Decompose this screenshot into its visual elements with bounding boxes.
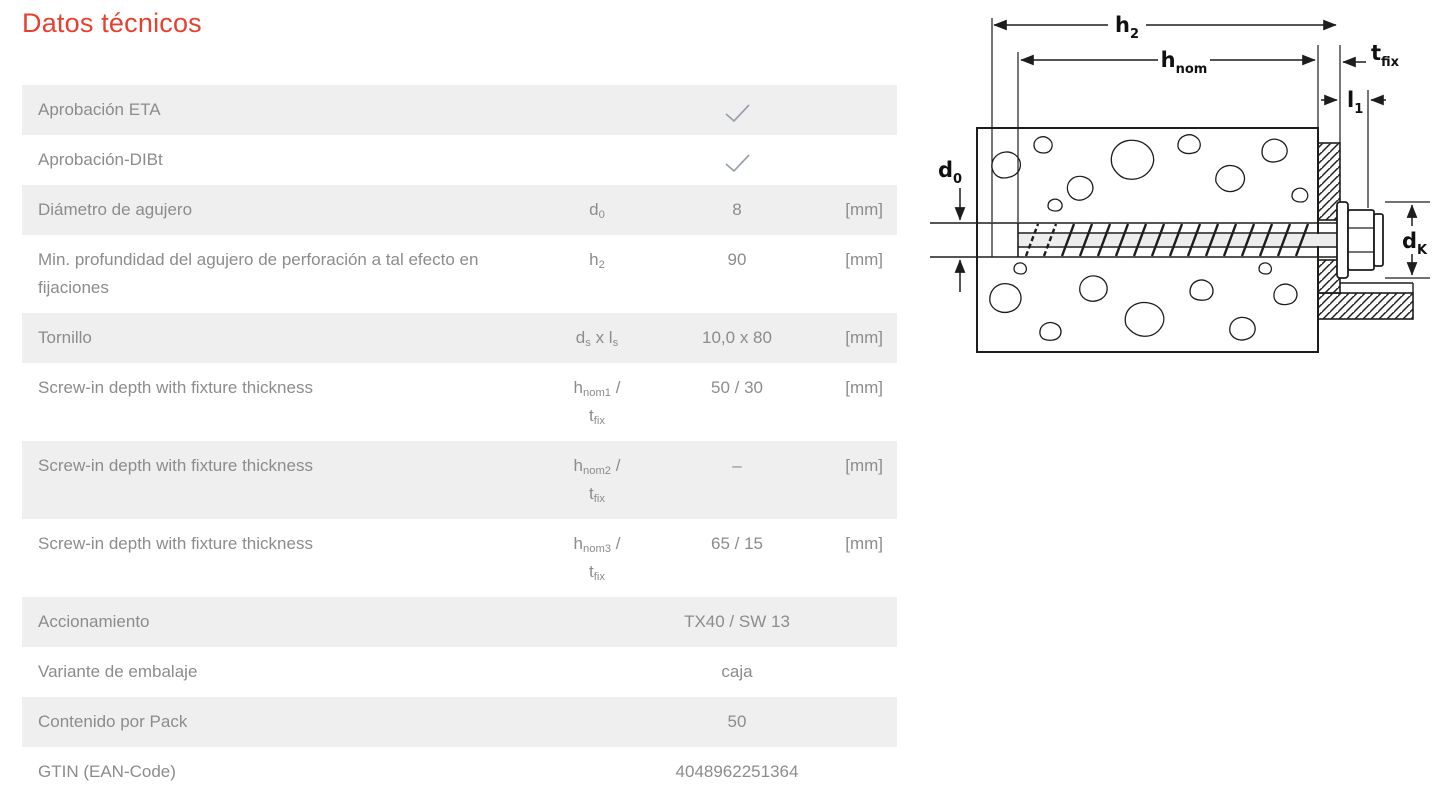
dim-label-tfix: $t_{fix}$ bbox=[1371, 41, 1400, 70]
row-symbol: $h_2$ bbox=[589, 250, 605, 271]
table-row bbox=[22, 519, 897, 597]
row-value: 90 bbox=[727, 250, 747, 269]
table-row bbox=[22, 313, 897, 363]
technical-drawing bbox=[930, 0, 1432, 400]
row-label: Aprobación ETA bbox=[38, 100, 161, 119]
row-label: Min. profundidad del agujero de perforación a tal efecto en fijaciones bbox=[38, 250, 479, 297]
dim-label-d0: $d_0$ bbox=[938, 158, 963, 187]
row-label: GTIN (EAN-Code) bbox=[38, 762, 176, 781]
row-unit: [mm] bbox=[845, 534, 883, 553]
row-unit: [mm] bbox=[845, 200, 883, 219]
table-row bbox=[22, 135, 897, 185]
row-label: Tornillo bbox=[38, 328, 92, 347]
row-value bbox=[662, 146, 812, 174]
row-unit: [mm] bbox=[845, 250, 883, 269]
table-row bbox=[22, 235, 897, 313]
row-label: Contenido por Pack bbox=[38, 712, 188, 731]
row-value: 8 bbox=[732, 200, 742, 219]
row-symbol: $h_{nom1}$ / $t_{fix}$ bbox=[573, 378, 621, 427]
table-row bbox=[22, 597, 897, 647]
table-row bbox=[22, 363, 897, 441]
table-row bbox=[22, 747, 897, 797]
table-row bbox=[22, 697, 897, 747]
row-value bbox=[662, 96, 812, 124]
row-value: 50 / 30 bbox=[711, 378, 763, 397]
table-row bbox=[22, 647, 897, 697]
row-value: 65 / 15 bbox=[711, 534, 763, 553]
row-unit: [mm] bbox=[845, 456, 883, 475]
row-label: Diámetro de agujero bbox=[38, 200, 193, 219]
row-label: Accionamiento bbox=[38, 612, 150, 631]
row-value: 10,0 x 80 bbox=[702, 328, 772, 347]
row-symbol: $h_{nom2}$ / $t_{fix}$ bbox=[573, 456, 621, 505]
dim-label-l1: $l_1$ bbox=[1347, 88, 1364, 117]
checkmark-icon bbox=[724, 152, 751, 173]
dim-label-dK: $d_K$ bbox=[1402, 229, 1428, 258]
table-row bbox=[22, 185, 897, 235]
row-label: Screw-in depth with fixture thickness bbox=[38, 534, 313, 553]
row-unit: [mm] bbox=[845, 378, 883, 397]
row-value: 4048962251364 bbox=[675, 762, 799, 781]
row-symbol: $h_{nom3}$ / $t_{fix}$ bbox=[573, 534, 621, 583]
dim-label-hnom: $h_{nom}$ bbox=[1160, 48, 1208, 77]
row-label: Variante de embalaje bbox=[38, 662, 198, 681]
row-label: Screw-in depth with fixture thickness bbox=[38, 456, 313, 475]
row-label: Aprobación-DIBt bbox=[38, 150, 163, 169]
table-row bbox=[22, 441, 897, 519]
page-title: Datos técnicos bbox=[22, 8, 202, 38]
row-value: 50 bbox=[727, 712, 747, 731]
table-row bbox=[22, 85, 897, 135]
hex-head bbox=[1337, 202, 1383, 278]
row-value: – bbox=[732, 456, 742, 475]
row-unit: [mm] bbox=[845, 328, 883, 347]
row-label: Screw-in depth with fixture thickness bbox=[38, 378, 313, 397]
dim-label-h2: $h_2$ bbox=[1115, 13, 1139, 42]
row-symbol: $d_0$ bbox=[589, 200, 605, 221]
checkmark-icon bbox=[724, 102, 751, 123]
row-value: TX40 / SW 13 bbox=[684, 612, 790, 631]
tech-data-table bbox=[22, 85, 897, 797]
row-symbol: $d_s$ x $l_s$ bbox=[575, 328, 619, 349]
row-value: caja bbox=[721, 662, 753, 681]
